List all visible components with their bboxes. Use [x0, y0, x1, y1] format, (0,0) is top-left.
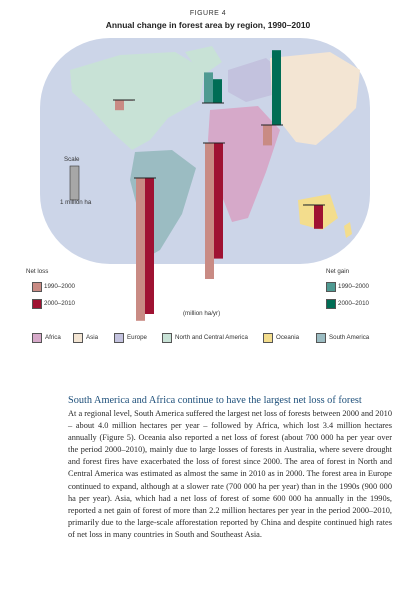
bar-south-america-2000-2010: [145, 178, 154, 314]
region-swatch-africa: [32, 333, 42, 343]
net-loss-legend-title: Net loss: [26, 268, 49, 275]
scale-value: 1 million ha: [60, 199, 92, 206]
gain-2000-label: 2000–2010: [338, 300, 369, 307]
article-body: At a regional level, South America suffered the largest net loss of forests between 2000 and 2010 – about 4.0 million hectares per year – followed by Africa, which lost 3.4 million hectares annually (Figure 5). Oceania also reported a net loss of forest (about 700 000 ha per year over the period 2000–2010), mainly due to large losses of forests in Australia, where severe drought and forest fires have exacerbated the loss of forest since 2000. The area of forest in North and Central America was estimated as almost the same in 2010 as in 2000. The forest area in Europe continued to expand, although at a slower rate (700 000 ha per year) than in the 1990s (900 000 ha per year). Asia, which had a net loss of forest of some 600 000 ha annually in the 1990s, reported a net gain of forest of more than 2.2 million hectares per year in the period 2000–2010, primarily due to the large-scale afforestation reported by China and despite continued high rates of net loss in many countries in South and Southeast Asia.: [68, 409, 392, 539]
loss-1990-swatch: [32, 282, 42, 292]
bar-asia-1990-2000: [263, 125, 272, 145]
region-label-north-central-america: North and Central America: [175, 334, 248, 341]
loss-2000-label: 2000–2010: [44, 300, 75, 307]
bar-africa-1990-2000: [205, 143, 214, 279]
figure-title: Annual change in forest area by region, 1990–2010: [105, 20, 311, 30]
region-swatch-oceania: [263, 333, 273, 343]
region-label-south-america: South America: [329, 334, 370, 341]
gain-1990-label: 1990–2000: [338, 283, 369, 290]
region-label-europe: Europe: [127, 334, 147, 341]
region-label-asia: Asia: [86, 334, 99, 341]
bar-south-america-1990-2000: [136, 178, 145, 321]
gain-2000-swatch: [326, 299, 336, 309]
bar-oceania-2000-2010: [314, 205, 323, 229]
gain-1990-swatch: [326, 282, 336, 292]
bar-asia-2000-2010: [272, 50, 281, 125]
loss-1990-label: 1990–2000: [44, 283, 75, 290]
net-gain-legend-title: Net gain: [326, 268, 350, 275]
scale-bar: [70, 166, 79, 200]
scale-label: Scale: [64, 156, 80, 163]
bar-africa-2000-2010: [214, 143, 223, 259]
region-swatch-north-central-america: [162, 333, 172, 343]
region-label-oceania: Oceania: [276, 334, 300, 341]
scale-bar-rect: [70, 166, 79, 200]
region-swatch-europe: [114, 333, 124, 343]
article-heading: South America and Africa continue to have the largest net loss of forest: [68, 395, 362, 406]
unit-label: (million ha/yr): [183, 310, 221, 317]
region-label-africa: Africa: [45, 334, 61, 341]
figure-label: FIGURE 4: [189, 10, 227, 17]
bar-europe-1990-2000: [204, 72, 213, 103]
loss-2000-swatch: [32, 299, 42, 309]
bar-europe-2000-2010: [213, 79, 222, 103]
region-swatch-asia: [73, 333, 83, 343]
bar-north-and-central-america-1990-2000: [115, 100, 124, 110]
region-swatch-south-america: [316, 333, 326, 343]
